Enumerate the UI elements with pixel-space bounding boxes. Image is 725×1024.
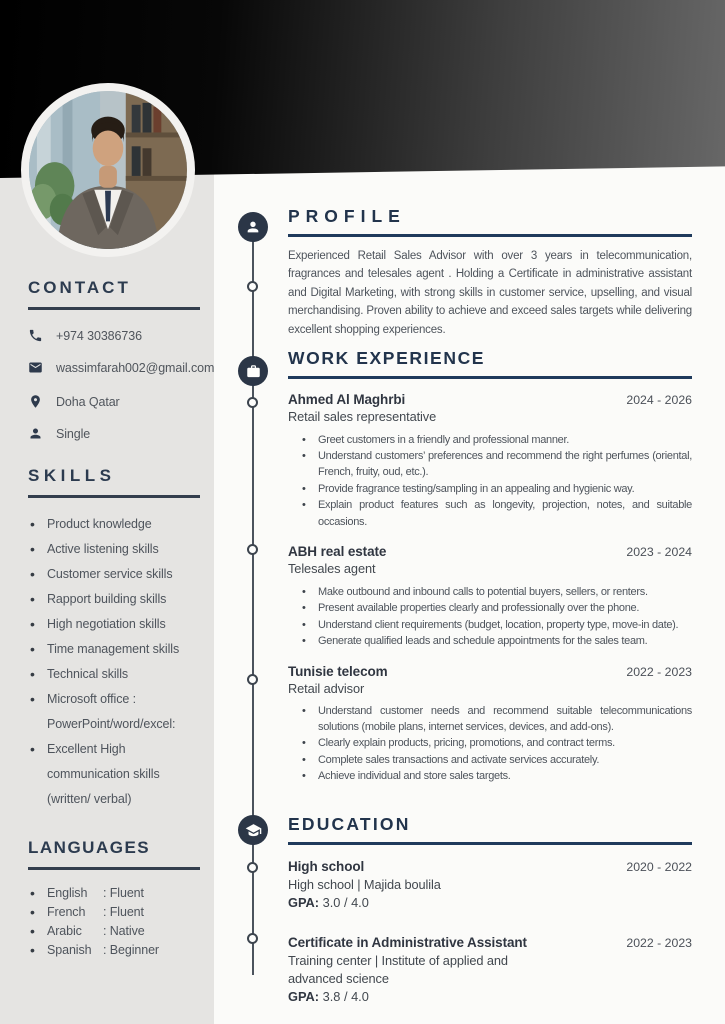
contact-heading-rule [28,307,200,310]
gpa-label: GPA: [288,894,320,910]
education-dates: 2022 - 2023 [626,935,692,950]
language-item: • Spanish : Beginner [28,941,200,960]
education-gpa [288,988,692,1006]
job-bullet-list [288,584,692,650]
skill-item: • Microsoft office : PowerPoint/word/excel: [28,687,200,737]
education-section-icon [238,815,268,845]
skill-item: • Customer service skills [28,562,200,587]
profile-summary-text: Experienced Retail Sales Advisor with over 3 years in telecommunication, fragrances and telesales agent . Holding a Certificate in administrative assistant and Digital Marketing, with strong skills in customer service, upselling, and visual merchandising. Proven ability to achieve and exceed sales targets while delivering excellent shopping experiences. [288,249,692,336]
profile-heading-rule [288,234,692,237]
education-title: Certificate in Administrative Assistant [288,934,527,950]
contact-row-email [28,360,215,376]
phone-icon [28,328,43,343]
education-title: High school [288,858,365,874]
skill-item: • Technical skills [28,662,200,687]
work-section-icon [238,356,268,386]
job-bullet: • Generate qualified leads and schedule appointments for the sales team. [288,633,692,649]
work-experience-heading: WORK EXPERIENCE [288,348,486,368]
email-icon [28,360,43,375]
education-entry-header [288,934,692,951]
contact-heading: CONTACT [28,278,131,297]
skill-item: • Time management skills [28,637,200,662]
languages-heading: LANGUAGES [28,838,151,857]
education-heading: EDUCATION [288,814,411,834]
briefcase-icon [246,364,261,379]
job-bullet: • Provide fragrance testing/sampling in an appealing and hygienic way. [288,481,692,497]
skill-item: • Excellent High communication skills (written/ verbal) [28,737,200,812]
job-company: ABH real estate [288,543,387,559]
work-heading-rule [288,376,692,379]
job-bullet: • Explain product features such as longevity, projection, notes, and suitable occasions. [288,497,692,530]
education-dates: 2020 - 2022 [626,859,692,874]
timeline-node [247,862,258,873]
job-entry [288,543,692,650]
skill-item: • Active listening skills [28,537,200,562]
skills-list [28,512,200,812]
profile-section-icon [238,212,268,242]
job-entry-header [288,543,692,560]
education-entry-header [288,858,692,875]
skill-item: • Product knowledge [28,512,200,537]
language-item: • French : Fluent [28,903,200,922]
contact-phone-value: +974 30386736 [56,328,142,343]
timeline-node [247,397,258,408]
profile-photo [21,83,195,257]
gpa-value: 3.8 / 4.0 [322,988,369,1004]
contact-list [28,328,215,442]
person-icon [245,219,261,235]
job-bullet: • Understand customers’ preferences and recommend the right perfumes (oriental, French, fruity, oud, etc.). [288,448,692,481]
skills-heading-rule [28,495,200,498]
language-item: • Arabic : Native [28,922,200,941]
skills-heading: SKILLS [28,466,116,485]
job-dates: 2023 - 2024 [626,544,692,559]
education-entry [288,858,692,912]
work-experience-section [288,348,692,785]
job-dates: 2022 - 2023 [626,664,692,679]
job-bullet: • Complete sales transactions and activate services accurately. [288,752,692,768]
language-item: • English : Fluent [28,884,200,903]
languages-list [28,884,200,960]
education-section [288,814,692,1006]
location-pin-icon [28,394,43,409]
gpa-label: GPA: [288,988,320,1004]
timeline-node [247,674,258,685]
gpa-value: 3.0 / 4.0 [322,894,369,910]
languages-heading-rule [28,867,200,870]
job-company: Tunisie telecom [288,663,388,679]
job-role: Retail advisor [288,680,365,696]
job-bullet: • Understand client requirements (budget, location, property type, move-in date). [288,617,692,633]
person-icon [28,426,43,441]
graduation-cap-icon [245,822,262,839]
timeline-node [247,544,258,555]
job-entry [288,663,692,785]
job-bullet-list [288,432,692,530]
education-gpa [288,894,692,912]
timeline-node [247,281,258,292]
contact-marital-status-value: Single [56,426,91,441]
job-entry [288,391,692,530]
languages-section [28,838,200,960]
job-entry-header [288,663,692,680]
job-bullet: • Achieve individual and store sales targets. [288,768,692,784]
job-role: Retail sales representative [288,408,437,424]
skill-item: • High negotiation skills [28,612,200,637]
job-role: Telesales agent [288,560,376,576]
profile-section [288,206,692,339]
contact-section [28,278,215,458]
job-bullet-list [288,703,692,785]
education-heading-rule [288,842,692,845]
education-institution: High school | Majida boulila [288,876,441,892]
job-bullet: • Clearly explain products, pricing, promotions, and contract terms. [288,735,692,751]
job-bullet: • Present available properties clearly and professionally over the phone. [288,600,692,616]
contact-location-value: Doha Qatar [56,394,120,409]
job-company: Ahmed Al Maghrbi [288,391,406,407]
timeline-node [247,933,258,944]
education-entry [288,934,692,1006]
contact-row-marital-status [28,426,200,442]
job-bullet: • Understand customer needs and recommend suitable telecommunications solutions (mobile plans, internet services, devices, and add-ons). [288,703,692,736]
job-entry-header [288,391,692,408]
contact-email-value: wassimfarah002@gmail.com [56,360,215,375]
education-institution: Training center | Institute of applied and advanced science [288,952,508,986]
contact-row-phone [28,328,200,344]
job-dates: 2024 - 2026 [626,392,692,407]
profile-photo-illustration [29,91,187,249]
profile-heading: PROFILE [288,206,406,226]
skill-item: • Rapport building skills [28,587,200,612]
job-bullet: • Make outbound and inbound calls to potential buyers, sellers, or renters. [288,584,692,600]
skills-section [28,466,200,812]
job-bullet: • Greet customers in a friendly and professional manner. [288,432,692,448]
contact-row-location [28,394,200,410]
